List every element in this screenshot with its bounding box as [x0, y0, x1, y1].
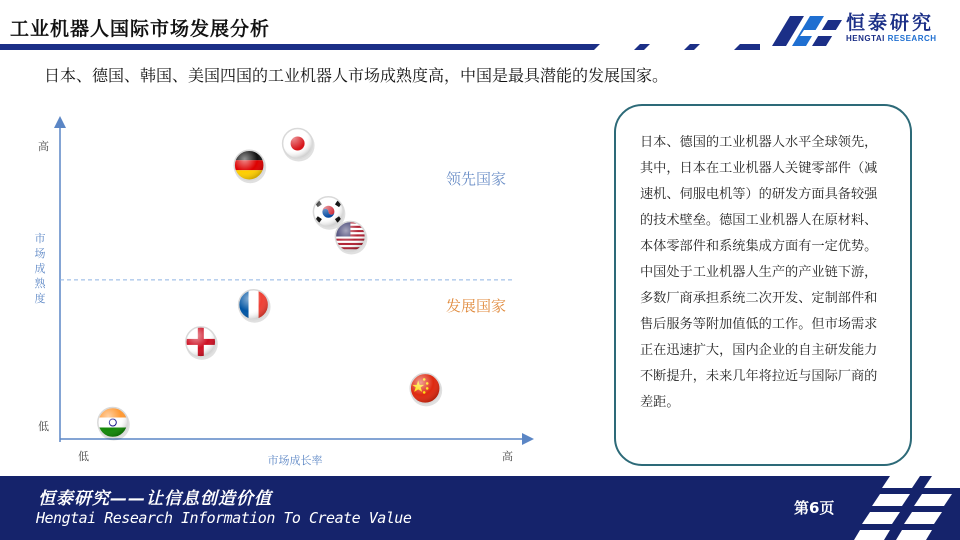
analysis-callout — [614, 104, 912, 466]
scatter-point — [410, 373, 442, 406]
y-axis-label: 市场成熟度 — [34, 232, 46, 305]
scatter-point — [335, 222, 367, 255]
slide-subtitle: 日本、德国、韩国、美国四国的工业机器人市场成熟度高，中国是最具潜能的发展国家。 — [44, 66, 669, 85]
region-label-developing: 发展国家 — [446, 297, 507, 315]
x-axis-label: 市场成长率 — [267, 454, 323, 467]
scatter-point — [186, 327, 218, 360]
region-label-leading: 领先国家 — [446, 170, 507, 188]
logo-text-cn: 恒泰研究 — [846, 12, 935, 34]
footer-slogan-cn: 恒泰研究——让信息创造价值 — [38, 489, 272, 509]
x-tick-low: 低 — [78, 450, 89, 463]
logo-text-en-main: HENGTAI — [846, 34, 885, 43]
callout-paragraph: 日本、德国的工业机器人水平全球领先，其中，日本在工业机器人关键零部件（减速机、伺服电机等）的研发方面具备较强的技术壁垒。德国工业机器人在原材料、本体零部件和系统集成方面有一定优势。 — [640, 135, 878, 254]
footer-stripes-decoration — [840, 476, 960, 540]
logo-text-en — [846, 34, 937, 43]
scatter-point — [98, 408, 130, 441]
logo-text-en-accent: RESEARCH — [887, 34, 937, 43]
x-tick-high: 高 — [502, 450, 513, 463]
scatter-point — [234, 150, 266, 183]
footer-slogan-en: Hengtai Research Information To Create Value — [36, 509, 412, 527]
page-number: 第6页 — [794, 499, 835, 517]
y-tick-low: 低 — [38, 420, 49, 433]
scatter-point — [283, 129, 315, 162]
page-title: 工业机器人国际市场发展分析 — [10, 18, 271, 40]
maturity-growth-chart — [0, 100, 600, 480]
scatter-point — [239, 290, 271, 323]
y-tick-high: 高 — [38, 140, 49, 153]
callout-paragraph: 中国处于工业机器人生产的产业链下游，多数厂商承担系统二次开发、定制部件和售后服务等附加值低的工作。但市场需求正在迅速扩大，国内企业的自主研发能力不断提升，未来几年将拉近与国际厂商的差距。 — [640, 265, 878, 410]
